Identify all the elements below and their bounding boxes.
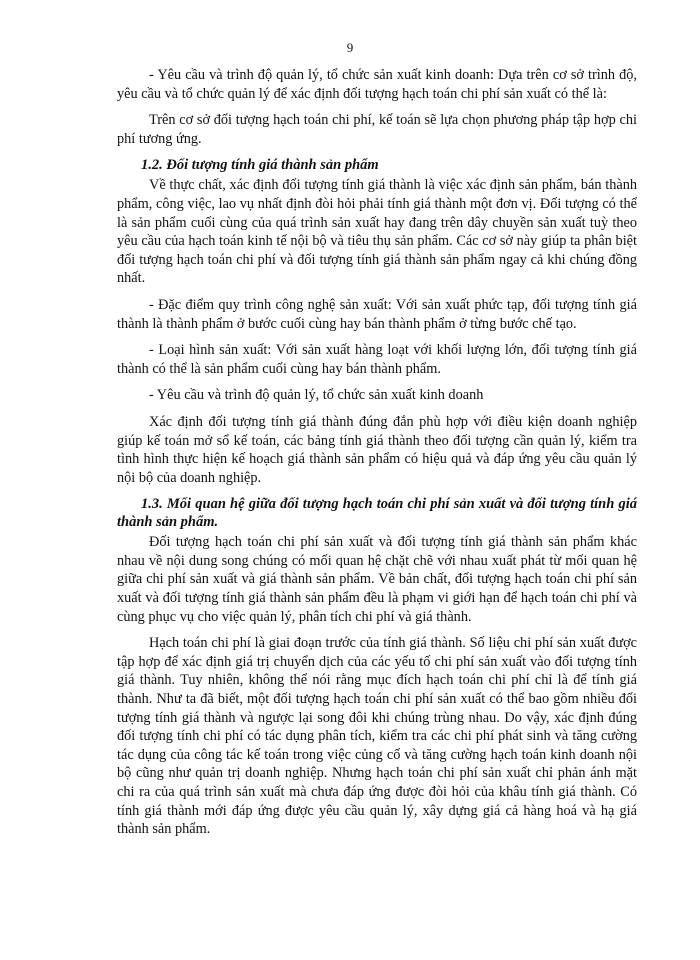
paragraph: Xác định đối tượng tính giá thành đúng đắn phù hợp với điều kiện doanh nghiệp giúp kế toán mở sổ kế toán, các bảng tính giá thành theo đối tượng cần quản lý, kiểm tra tình hình thực hiện kế hoạch giá thành sản phẩm có hiệu quả và đáp ứng yêu cầu quản lý nội bộ của doanh nghiệp. (117, 413, 637, 486)
section-heading: 1.2. Đối tượng tính giá thành sản phẩm (141, 157, 379, 174)
paragraph: - Loại hình sản xuất: Với sản xuất hàng loạt với khối lượng lớn, đối tượng tính giá thành có thể là sản phẩm cuối cùng hay bán thành phẩm. (117, 342, 637, 377)
page-number: 9 (346, 40, 354, 55)
document-body (117, 66, 637, 847)
paragraph: Trên cơ sở đối tượng hạch toán chi phí, kế toán sẽ lựa chọn phương pháp tập hợp chi phí tương ứng. (117, 112, 637, 147)
paragraph: Hạch toán chi phí là giai đoạn trước của tính giá thành. Số liệu chi phí sản xuất được tập hợp để xác định giá trị chuyển dịch của các yếu tố chi phí sản xuất vào đối tượng tính giá thành. Tuy nhiên, không thể nói rằng mục đích hạch toán chi phí chỉ là để tính giá thành. Như ta đã biết, một đối tượng hạch toán chi phí sản xuất có thể bao gồm nhiều đối tượng tính giá thành và ngược lại song đôi khi chúng trùng nhau. Do vậy, xác định đúng đối tượng tính chi phí có tác dụng phân tích, kiểm tra các chi phí phát sinh và tăng cường tác dụng của công tác kế toán trong việc củng cố và tăng cường hạch toán kinh doanh nội bộ cũng như quản trị doanh nghiệp. Nhưng hạch toán chi phí sản xuất chỉ phản ánh mặt chi ra của quá trình sản xuất mà chưa đáp ứng được đòi hỏi của khâu tính giá thành. Có tính giá thành mới đáp ứng được yêu cầu quản lý, xây dựng giá cả hàng hoá và hạ giá thành sản phẩm. (117, 635, 637, 838)
paragraph: Về thực chất, xác định đối tượng tính giá thành là việc xác định sản phẩm, bán thành phẩm, công việc, lao vụ nhất định đòi hỏi phải tính giá thành một đơn vị. Đối tượng có thể là sản phẩm cuối cùng của quá trình sản xuất hay đang trên dây chuyền sản xuất tuỳ theo yêu cầu của hạch toán kinh tế nội bộ và tiêu thụ sản phẩm. Các cơ sở này giúp ta phân biệt đối tượng hạch toán chi phí và đối tượng tính giá thành sản phẩm ngay cả khi chúng đồng nhất. (117, 177, 637, 287)
paragraph: - Đặc điểm quy trình công nghệ sản xuất: Với sản xuất phức tạp, đối tượng tính giá thành là thành phẩm ở bước cuối cùng hay bán thành phẩm ở từng bước chế tạo. (117, 296, 637, 332)
section-heading: 1.3. Mối quan hệ giữa đối tượng hạch toán chi phí sản xuất và đối tượng tính giá thành sản phẩm. (117, 496, 637, 531)
paragraph: - Yêu cầu và trình độ quản lý, tổ chức sản xuất kinh doanh: Dựa trên cơ sở trình độ, yêu cầu và tổ chức quản lý để xác định đối tượng hạch toán chi phí sản xuất có thể là: (117, 67, 637, 102)
paragraph: - Yêu cầu và trình độ quản lý, tổ chức sản xuất kinh doanh (149, 387, 484, 404)
paragraph: Đối tượng hạch toán chi phí sản xuất và đối tượng tính giá thành sản phẩm khác nhau về nội dung song chúng có mối quan hệ chặt chẽ với nhau xuất phát từ mối quan hệ giữa chi phí sản xuất và giá thành sản phẩm. Về bản chất, đối tượng hạch toán chi phí sản xuất và đối tượng tính giá thành sản phẩm đều là phạm vi giới hạn để hạch toán chi phí và cùng phục vụ cho việc quản lý, phân tích chi phí và giá thành. (117, 534, 637, 625)
